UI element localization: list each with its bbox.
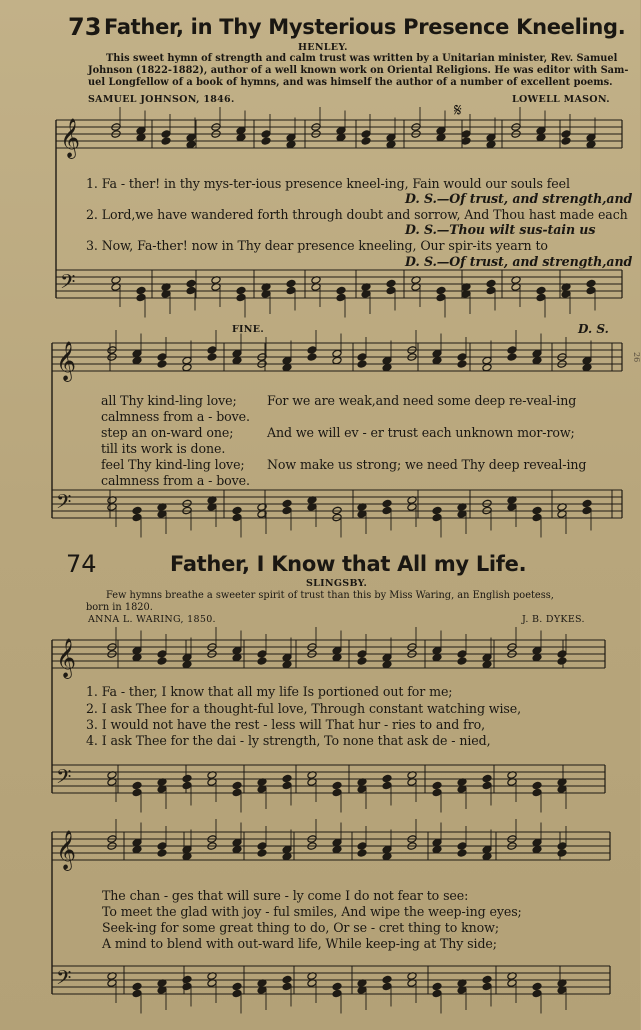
hymn-74-composer: J. B. DYKES. [522, 614, 585, 625]
hymn-74-s2-verse-4: A mind to blend with out-ward life, While keep-ing at Thy side; [102, 936, 497, 951]
svg-text:𝄢: 𝄢 [60, 270, 76, 298]
hymn-73-verse-2: 2. Lord,we have wandered forth through doubt and sorrow, And Thou hast made each [86, 207, 628, 222]
hymn-73-verse-2-ds: D. S.—Thou wilt sus-tain us [405, 222, 596, 237]
svg-text:𝄞: 𝄞 [56, 638, 77, 678]
hymn-74-s2-verse-1: The chan - ges that will sure - ly come I do not fear to see: [102, 888, 469, 903]
hymn-73-s2-v1b: For we are weak,and need some deep re-veal-ing [267, 393, 577, 408]
hymn-73-s2-v1c: calmness from a - bove. [101, 409, 250, 424]
hymn-74-title: Father, I Know that All my Life. [170, 552, 527, 576]
hymn-74-verse-2: 2. I ask Thee for a thought-ful love, Through constant watching wise, [86, 701, 522, 716]
hymn-74-verse-1: 1. Fa - ther, I know that all my life Is portioned out for me; [86, 684, 453, 699]
hymn-73-s2-v2a: step an on-ward one; [101, 425, 234, 440]
hymn-73-s2-v3c: calmness from a - bove. [101, 473, 250, 488]
segno-icon: 𝄋 [454, 100, 462, 121]
hymn-73-s2-v1a: all Thy kind-ling love; [101, 393, 237, 408]
svg-text:𝄢: 𝄢 [56, 966, 72, 994]
fine-mark: FINE. [232, 324, 264, 335]
ds-mark: D. S. [578, 322, 609, 336]
svg-text:𝄞: 𝄞 [56, 830, 77, 870]
hymn-73-verse-3: 3. Now, Fa-ther! now in Thy dear presence kneeling, Our spir-its yearn to [86, 238, 548, 253]
hymn-73-s2-v3a: feel Thy kind-ling love; [101, 457, 245, 472]
hymn-73-note-3: uel Longfellow of a book of hymns, and was himself the author of a number of excellent poems. [88, 77, 613, 88]
hymn-74-verse-3: 3. I would not have the rest - less will That hur - ries to and fro, [86, 717, 486, 732]
page-number: 26 [632, 352, 641, 363]
hymn-73-s2-v2b: And we will ev - er trust each unknown mor-row; [267, 425, 575, 440]
hymn-73-verse-3-ds: D. S.—Of trust, and strength,and [405, 254, 633, 269]
hymn-74-verse-4: 4. I ask Thee for the dai - ly strength, To none that ask de - nied, [86, 733, 491, 748]
hymn-74-note-1: Few hymns breathe a sweeter spirit of trust than this by Miss Waring, an English poetess, [106, 590, 554, 601]
hymn-73-number: 73 [68, 13, 102, 41]
hymn-74-s2-verse-3: Seek-ing for some great thing to do, Or se - cret thing to know; [102, 920, 499, 935]
hymn-73-title: Father, in Thy Mysterious Presence Kneeling. [104, 15, 626, 39]
hymn-73-tune: HENLEY. [298, 42, 348, 53]
hymn-73-s2-v2c: till its work is done. [101, 441, 226, 456]
hymn-74-author: ANNA L. WARING, 1850. [88, 614, 216, 625]
svg-text:𝄢: 𝄢 [56, 490, 72, 518]
hymn-73-s2-v3b: Now make us strong; we need Thy deep reveal-ing [267, 457, 587, 472]
hymn-74-s2-verse-2: To meet the glad with joy - ful smiles, And wipe the weep-ing eyes; [102, 904, 522, 919]
hymn-73-verse-1-ds: D. S.—Of trust, and strength,and [405, 191, 633, 206]
hymn-74-tune: SLINGSBY. [306, 578, 368, 589]
hymn-73-verse-1: 1. Fa - ther! in thy mys-ter-ious presence kneel-ing, Fain would our souls feel [86, 176, 570, 191]
hymn-73-note-1: This sweet hymn of strength and calm trust was written by a Unitarian minister, Rev. Samuel [106, 53, 618, 64]
svg-text:𝄢: 𝄢 [56, 765, 72, 793]
hymn-73-author: SAMUEL JOHNSON, 1846. [88, 94, 235, 105]
hymn-73-composer: LOWELL MASON. [512, 94, 610, 105]
hymn-73-note-2: Johnson (1822-1882), author of a well known work on Oriental Religions. He was editor with Sam- [88, 65, 629, 76]
hymn-74-note-2: born in 1820. [86, 602, 153, 613]
hymn-74-number: 74 [66, 550, 97, 578]
svg-text:𝄞: 𝄞 [60, 118, 81, 158]
svg-text:𝄞: 𝄞 [56, 341, 77, 381]
